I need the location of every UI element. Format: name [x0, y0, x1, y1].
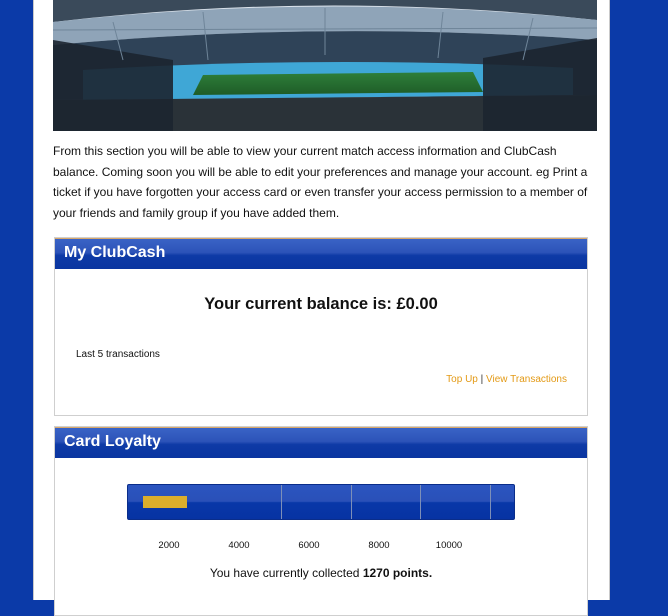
clubcash-panel: [54, 237, 588, 416]
clubcash-panel-header: [55, 238, 587, 269]
points-value: 1270 points.: [362, 566, 433, 580]
loyalty-progress-bar: [127, 484, 515, 520]
stadium-banner-image: [53, 0, 597, 131]
view-transactions-link[interactable]: View Transactions: [486, 374, 567, 385]
loyalty-scale-label: 4000: [228, 540, 250, 551]
last-transactions-label: Last 5 transactions: [76, 349, 160, 360]
loyalty-scale-label: 10000: [435, 540, 463, 551]
loyalty-bar-divider: [490, 484, 491, 520]
loyalty-title: Card Loyalty: [64, 433, 161, 450]
loyalty-bar-divider: [420, 484, 421, 520]
loyalty-scale-label: 8000: [368, 540, 390, 551]
top-up-link[interactable]: Top Up: [446, 374, 478, 385]
loyalty-progress-fill: [143, 496, 187, 508]
balance-text: Your current balance is: £0.00: [204, 295, 438, 313]
loyalty-bar-divider: [281, 484, 282, 520]
loyalty-scale-label: 2000: [158, 540, 180, 551]
intro-text: From this section you will be able to view your current match access information and ClubCash balance. Coming soon you will be able to edit your preferences and manage your account. eg Print a ticket if you have forgotten your access card or even transfer your access permission to a member of your friends and family group if you have added them.: [53, 144, 588, 220]
main-content: [33, 0, 610, 600]
clubcash-title: My ClubCash: [64, 244, 166, 261]
link-separator: |: [480, 374, 484, 385]
loyalty-bar-divider: [351, 484, 352, 520]
points-prefix: You have currently collected: [209, 566, 360, 580]
points-summary: [55, 566, 587, 580]
clubcash-links: [446, 374, 567, 385]
loyalty-panel-header: [55, 427, 587, 458]
loyalty-scale-label: 6000: [298, 540, 320, 551]
loyalty-panel: [54, 426, 588, 616]
